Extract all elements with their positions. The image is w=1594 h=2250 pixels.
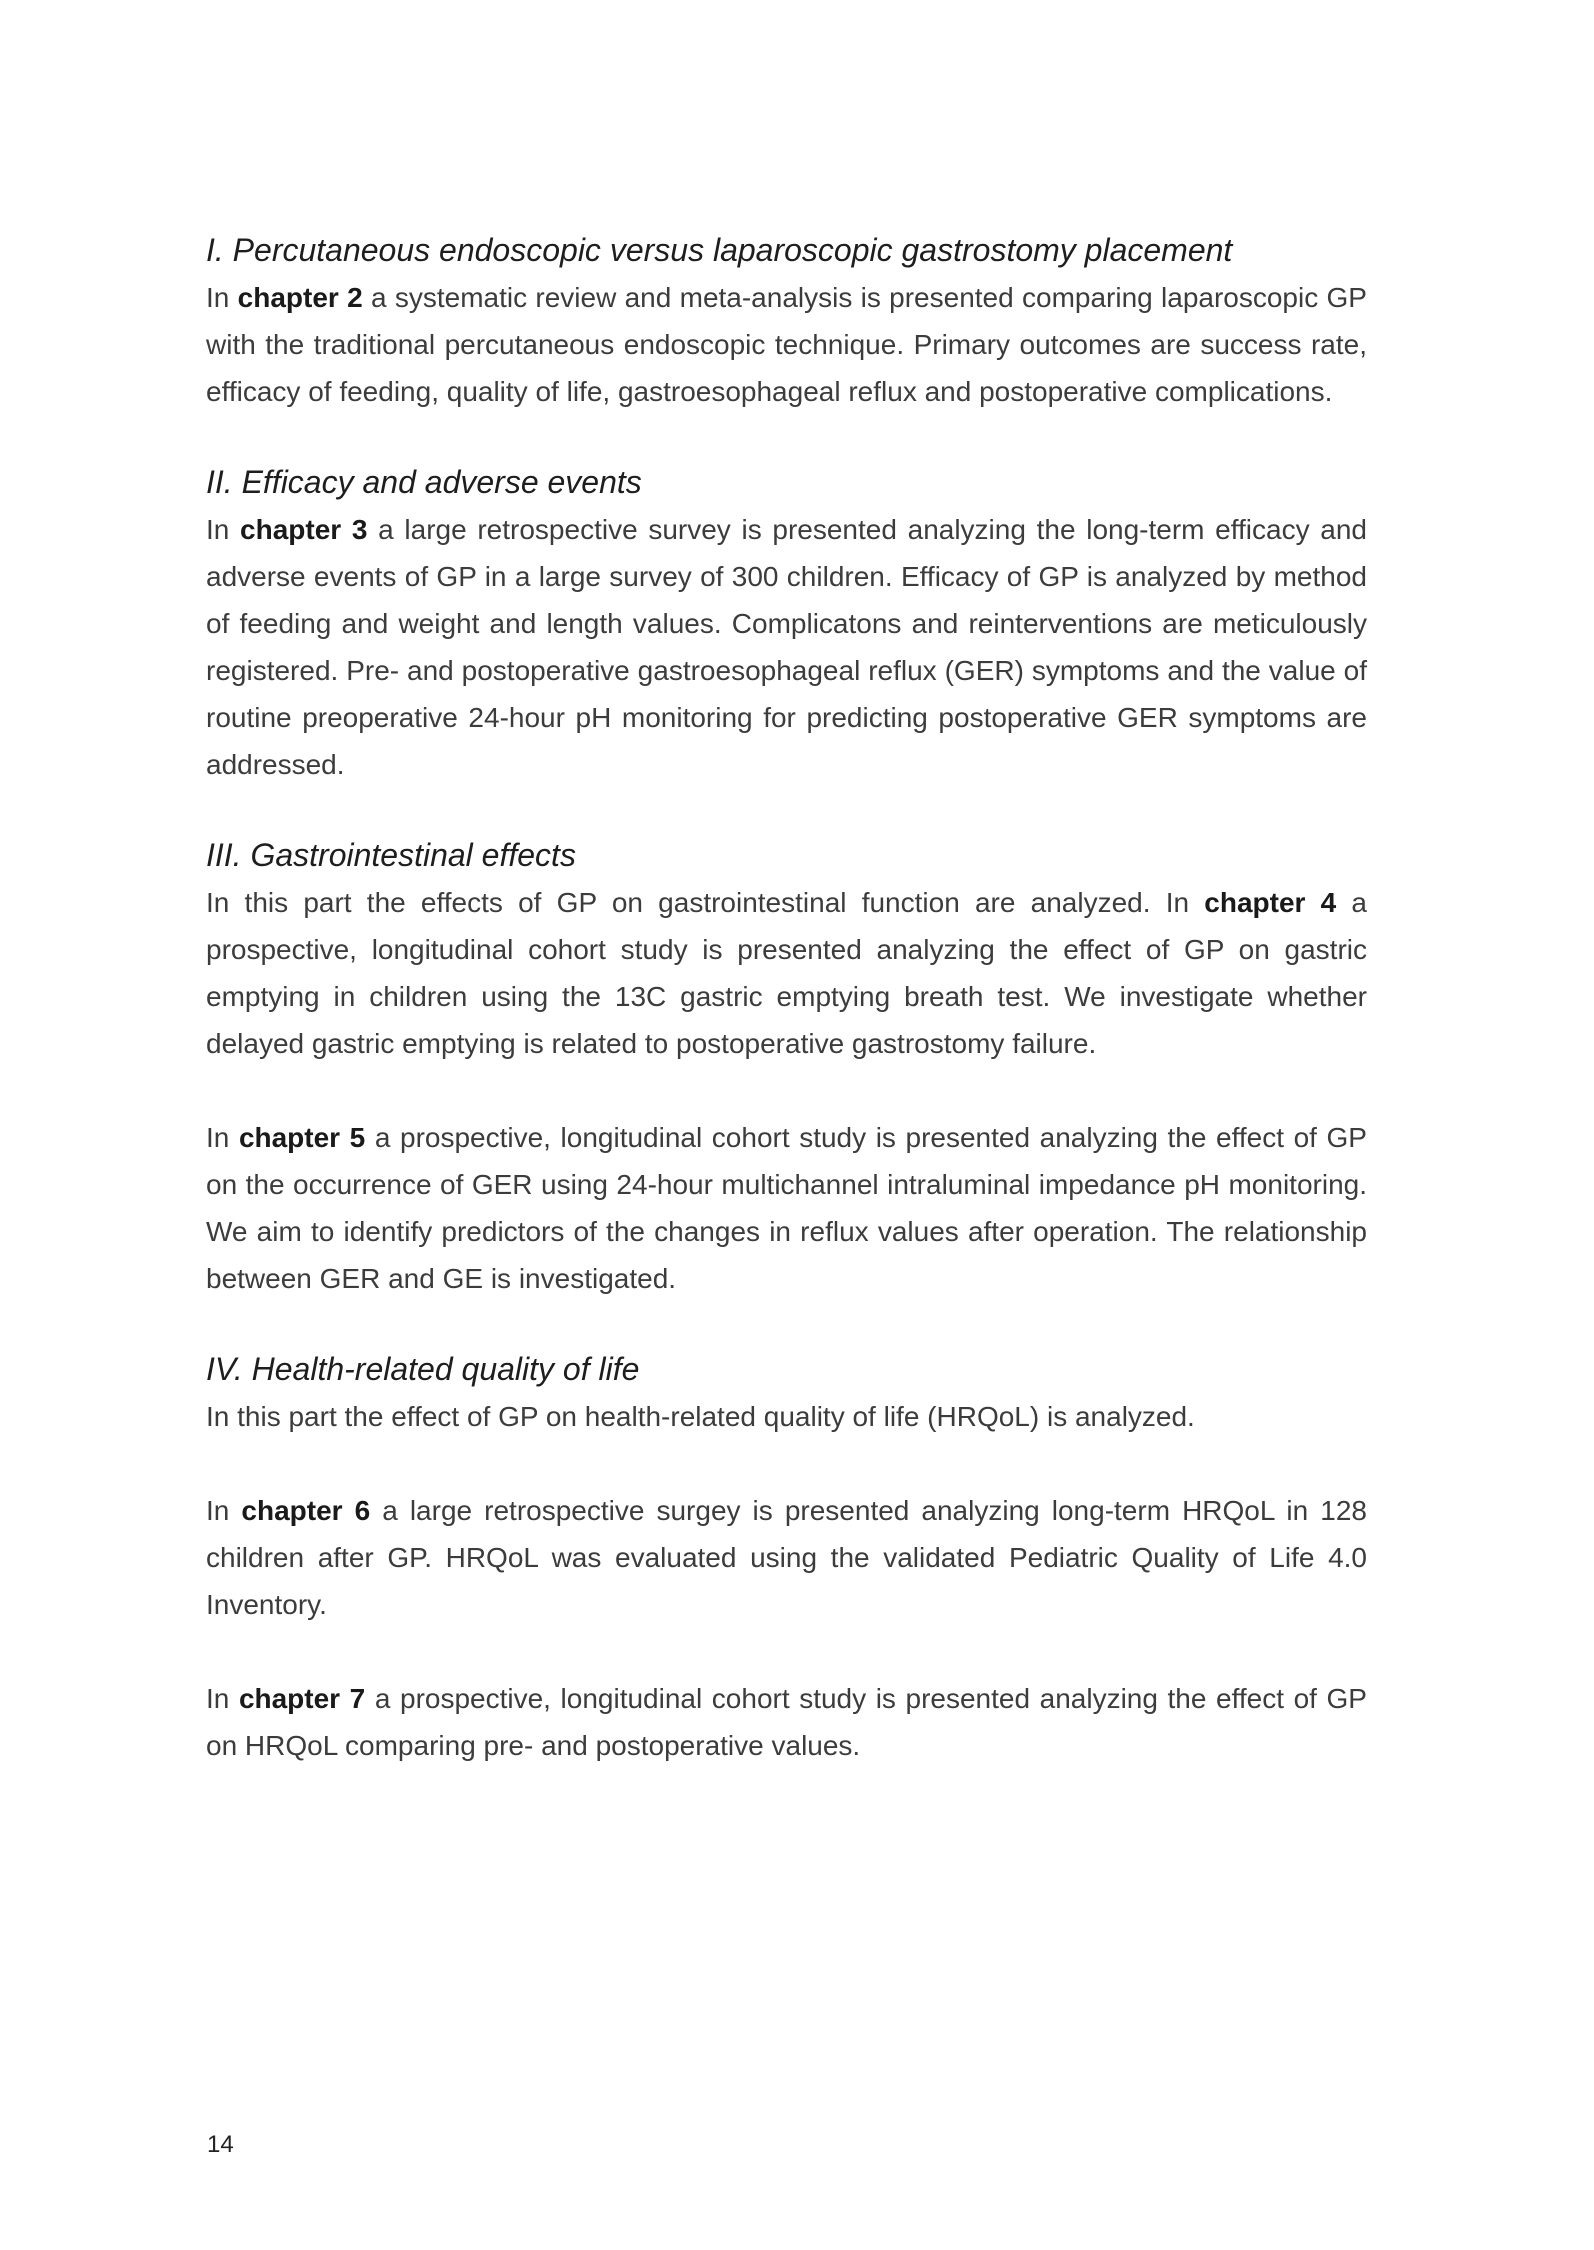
section-gastrointestinal-effects bbox=[206, 833, 1367, 1302]
paragraph-text: a large retrospective surgey is presented analyzing long-term HRQoL in 128 children after GP. HRQoL was evaluated using the validated Pediatric Quality of Life 4.0 Inventory. bbox=[206, 1495, 1367, 1620]
paragraph-text: a prospective, longitudinal cohort study is presented analyzing the effect of GP on the occurrence of GER using 24-hour multichannel intraluminal impedance pH monitoring. We aim to identify predictors of the changes in reflux values after operation. The relationship between GER and GE is investigated. bbox=[206, 1122, 1367, 1294]
paragraph-text: a systematic review and meta-analysis is presented comparing laparoscopic GP with the traditional percutaneous endoscopic technique. Primary outcomes are success rate, efficacy of feeding, quality of life, gastroesophageal reflux and postoperative complications. bbox=[206, 282, 1367, 407]
paragraph-text: a prospective, longitudinal cohort study is presented analyzing the effect of GP on HRQoL comparing pre- and postoperative values. bbox=[206, 1683, 1367, 1761]
paragraph bbox=[206, 1393, 1367, 1440]
paragraph bbox=[206, 1114, 1367, 1302]
paragraph bbox=[206, 274, 1367, 415]
chapter-reference: chapter 7 bbox=[238, 1683, 366, 1714]
section-heading: III. Gastrointestinal effects bbox=[206, 837, 576, 873]
paragraph-text: In bbox=[206, 514, 241, 545]
chapter-reference: chapter 5 bbox=[238, 1122, 366, 1153]
paragraph-text: In bbox=[206, 282, 238, 313]
section-heading: II. Efficacy and adverse events bbox=[206, 464, 642, 500]
section-heading: I. Percutaneous endoscopic versus laparoscopic gastrostomy placement bbox=[206, 232, 1233, 268]
section-percutaneous-vs-laparoscopic bbox=[206, 228, 1367, 415]
paragraph-text: In bbox=[206, 1683, 239, 1714]
section-health-related-quality-of-life bbox=[206, 1347, 1367, 1769]
page-number: 14 bbox=[207, 2131, 234, 2158]
paragraph-text: In this part the effect of GP on health-related quality of life (HRQoL) is analyzed. bbox=[206, 1401, 1195, 1432]
chapter-reference: chapter 3 bbox=[240, 514, 368, 545]
section-heading: IV. Health-related quality of life bbox=[206, 1351, 640, 1387]
paragraph-text: a prospective, longitudinal cohort study is presented analyzing the effect of GP on gastric emptying in children using the 13C gastric emptying breath test. We investigate whether delayed gastric emptying is related to postoperative gastrostomy failure. bbox=[206, 887, 1367, 1059]
chapter-reference: chapter 2 bbox=[237, 282, 363, 313]
paragraph bbox=[206, 1487, 1367, 1628]
section-efficacy-adverse-events bbox=[206, 460, 1367, 788]
paragraph bbox=[206, 506, 1367, 788]
chapter-reference: chapter 6 bbox=[241, 1495, 371, 1526]
paragraph bbox=[206, 1675, 1367, 1769]
paragraph-text: a large retrospective survey is presented analyzing the long-term efficacy and adverse events of GP in a large survey of 300 children. Efficacy of GP is analyzed by method of feeding and weight and length values. Complicatons and reinterventions are meticulously registered. Pre- and postoperative gastroesophageal reflux (GER) symptoms and the value of routine preoperative 24-hour pH monitoring for predicting postoperative GER symptoms are addressed. bbox=[206, 514, 1367, 780]
paragraph-text: In bbox=[206, 1122, 239, 1153]
paragraph-text: In bbox=[206, 1495, 242, 1526]
paragraph-text: In this part the effects of GP on gastrointestinal function are analyzed. In bbox=[206, 887, 1205, 918]
chapter-reference: chapter 4 bbox=[1204, 887, 1337, 918]
paragraph bbox=[206, 879, 1367, 1067]
page-content bbox=[206, 228, 1367, 1814]
